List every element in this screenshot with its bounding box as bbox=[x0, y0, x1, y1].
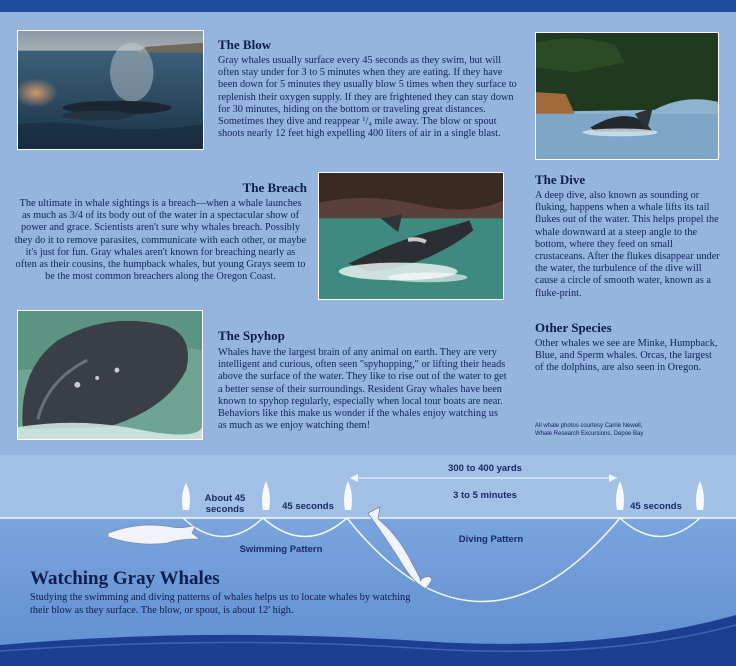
label-swimming-pattern: Swimming Pattern bbox=[239, 544, 323, 555]
dive-title: The Dive bbox=[535, 172, 586, 187]
breach-photo bbox=[318, 172, 504, 300]
whale-pattern-diagram bbox=[0, 455, 736, 666]
label-3-to-5-minutes: 3 to 5 minutes bbox=[453, 490, 517, 501]
dive-photo bbox=[535, 32, 719, 160]
watching-gray-whales-title: Watching Gray Whales bbox=[30, 568, 220, 589]
top-band bbox=[0, 0, 736, 12]
photo-credit-line2: Whale Research Excursions, Depoe Bay bbox=[535, 431, 644, 437]
dive-text: A deep dive, also known as sounding or fluking, happens when a whale lifts its tail flukes out of the water. This helps propel the whale downward at a steep angle to the bottom, where they feed on small crustaceans. After the flukes disappear under the water, the turbulence of the dive will cause a circle of smooth water, known as a fluke-print. bbox=[535, 190, 720, 299]
photo-credit-line1: All whale photos courtesy Carrie Newell, bbox=[535, 423, 643, 429]
breach-text: The ultimate in whale sightings is a breach—when a whale launches as much as 3/4 of its body out of the water in a spectacular show of power and grace. Scientists aren't sure why whales breach. Possibly they do it to remove parasites, communicate with each other, or maybe it's just for fun. Gray whales aren't known for breaching nearly as often as their cousins, the humpback whales, but young Grays seem to be the most common breachers along the Oregon Coast. bbox=[14, 198, 307, 283]
watching-gray-whales-text: Studying the swimming and diving patterns of whales helps us to locate whales by watching their blow as they surface. The blow, or spout, is about 12' high. bbox=[30, 592, 411, 616]
blow-title: The Blow bbox=[218, 37, 272, 52]
label-diving-pattern: Diving Pattern bbox=[458, 534, 524, 545]
other-species-title: Other Species bbox=[535, 320, 612, 335]
label-45-seconds-right: 45 seconds bbox=[630, 501, 682, 512]
label-about-45-seconds: About 45 seconds bbox=[204, 493, 246, 515]
label-distance-yards: 300 to 400 yards bbox=[448, 463, 522, 474]
spyhop-photo bbox=[17, 310, 203, 440]
spyhop-text: Whales have the largest brain of any animal on earth. They are very intelligent and curious, often seen "spyhopping," or lifting their heads above the surface of the water. They like to rise out of the water to get a better sense of their surroundings. Resident Gray whales have been known to spyhop regularly, especially when local tour boats are near. Behaviors like this make us wonder if the whales enjoy watching us as much as we enjoy watching them! bbox=[218, 347, 507, 432]
blow-photo bbox=[17, 30, 204, 150]
other-species-text: Other whales we see are Minke, Humpback, Blue, and Sperm whales. Orcas, the largest of the dolphins, are also seen in Oregon. bbox=[535, 338, 718, 374]
spyhop-title: The Spyhop bbox=[218, 328, 285, 343]
blow-text: Gray whales usually surface every 45 seconds as they swim, but will often stay under for 3 to 5 minutes when they are eating. If they have been down for 5 minutes they usually blow 5 times when they surface to replenish their oxygen supply. If they are frightened they can stay down for 30 minutes, hiding on the bottom or traveling great distances. Sometimes they dive and reappear ¹/₄ mile away. The blow or spout shoots nearly 12 feet high expelling 400 liters of air in a single blast. bbox=[218, 55, 517, 140]
breach-title: The Breach bbox=[242, 180, 307, 195]
label-45-seconds-left: 45 seconds bbox=[282, 501, 334, 512]
